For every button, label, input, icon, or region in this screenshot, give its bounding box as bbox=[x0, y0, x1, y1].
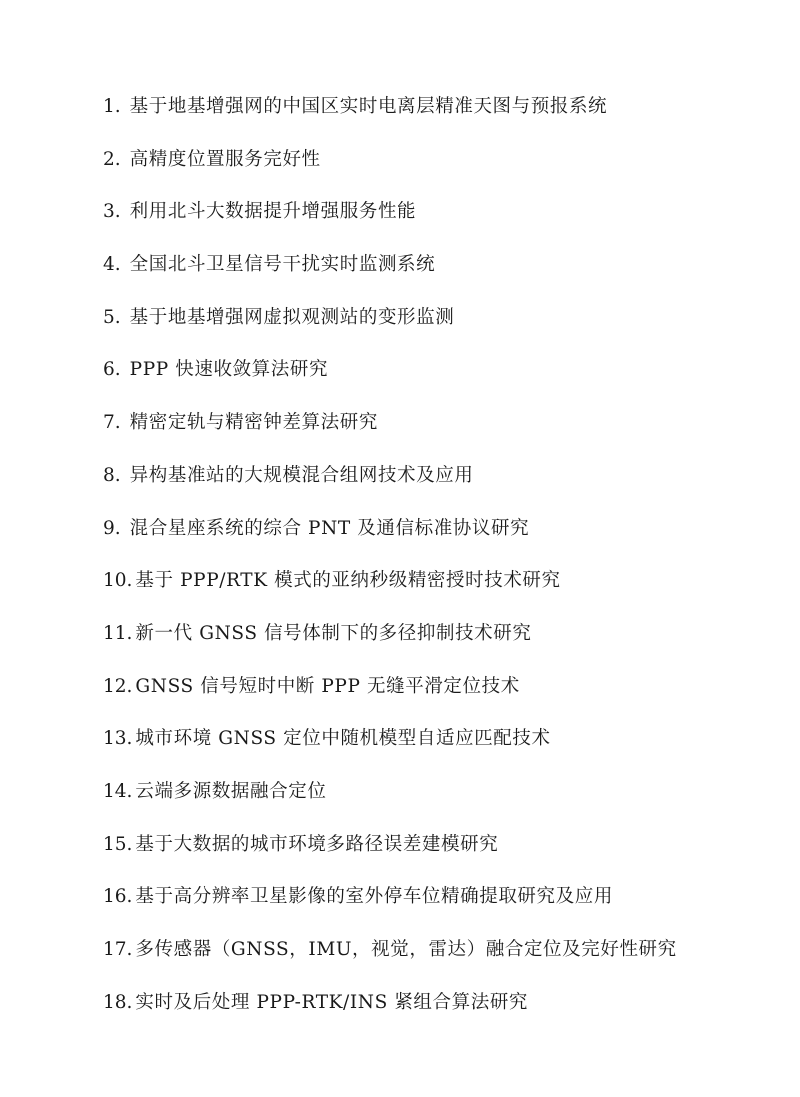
item-text: 高精度位置服务完好性 bbox=[129, 148, 321, 170]
item-text: 全国北斗卫星信号干扰实时监测系统 bbox=[129, 254, 436, 276]
list-item bbox=[103, 986, 763, 1039]
item-text: 云端多源数据融合定位 bbox=[135, 780, 327, 802]
item-number: 5. bbox=[103, 306, 121, 328]
item-text: 利用北斗大数据提升增强服务性能 bbox=[129, 201, 417, 223]
list-item bbox=[103, 722, 763, 775]
item-number: 14. bbox=[103, 780, 133, 802]
list-item bbox=[103, 512, 763, 565]
item-number: 9. bbox=[103, 517, 121, 539]
item-number: 1. bbox=[103, 96, 121, 117]
item-text: 基于高分辨率卫星影像的室外停车位精确提取研究及应用 bbox=[135, 886, 613, 908]
item-number: 17. bbox=[103, 939, 133, 960]
list-item bbox=[103, 880, 763, 933]
item-number: 13. bbox=[103, 728, 133, 750]
list-item bbox=[103, 301, 763, 354]
item-text: 基于 PPP/RTK 模式的亚纳秒级精密授时技术研究 bbox=[135, 570, 561, 592]
item-text: 实时及后处理 PPP-RTK/INS 紧组合算法研究 bbox=[135, 991, 529, 1013]
list-item bbox=[103, 617, 763, 670]
item-number: 3. bbox=[103, 201, 121, 223]
research-topic-list bbox=[103, 90, 763, 1038]
list-item bbox=[103, 670, 763, 723]
item-number: 6. bbox=[103, 359, 121, 381]
item-number: 16. bbox=[103, 886, 133, 908]
list-item bbox=[103, 775, 763, 828]
list-item bbox=[103, 195, 763, 248]
item-text: 新一代 GNSS 信号体制下的多径抑制技术研究 bbox=[135, 622, 532, 644]
list-item bbox=[103, 459, 763, 512]
item-text: 异构基准站的大规模混合组网技术及应用 bbox=[129, 464, 474, 486]
item-number: 10. bbox=[103, 570, 133, 592]
item-text: 精密定轨与精密钟差算法研究 bbox=[129, 412, 378, 434]
item-text: PPP 快速收敛算法研究 bbox=[129, 359, 329, 381]
item-number: 4. bbox=[103, 254, 121, 276]
list-item bbox=[103, 353, 763, 406]
item-number: 18. bbox=[103, 991, 133, 1013]
item-text: 多传感器（GNSS，IMU，视觉，雷达）融合定位及完好性研究 bbox=[135, 939, 677, 960]
item-text: GNSS 信号短时中断 PPP 无缝平滑定位技术 bbox=[135, 675, 520, 697]
item-number: 11. bbox=[103, 622, 133, 644]
item-text: 城市环境 GNSS 定位中随机模型自适应匹配技术 bbox=[135, 728, 551, 750]
item-text: 混合星座系统的综合 PNT 及通信标准协议研究 bbox=[129, 517, 530, 539]
list-item bbox=[103, 143, 763, 196]
item-number: 2. bbox=[103, 148, 121, 170]
item-text: 基于地基增强网虚拟观测站的变形监测 bbox=[129, 306, 455, 328]
list-item bbox=[103, 933, 763, 986]
list-item bbox=[103, 828, 763, 881]
list-item bbox=[103, 90, 763, 143]
item-number: 7. bbox=[103, 412, 121, 434]
item-text: 基于大数据的城市环境多路径误差建模研究 bbox=[135, 833, 499, 855]
list-item bbox=[103, 564, 763, 617]
item-number: 8. bbox=[103, 464, 121, 486]
list-item bbox=[103, 248, 763, 301]
list-item bbox=[103, 406, 763, 459]
item-number: 12. bbox=[103, 675, 133, 697]
item-number: 15. bbox=[103, 833, 133, 855]
item-text: 基于地基增强网的中国区实时电离层精准天图与预报系统 bbox=[129, 96, 608, 117]
